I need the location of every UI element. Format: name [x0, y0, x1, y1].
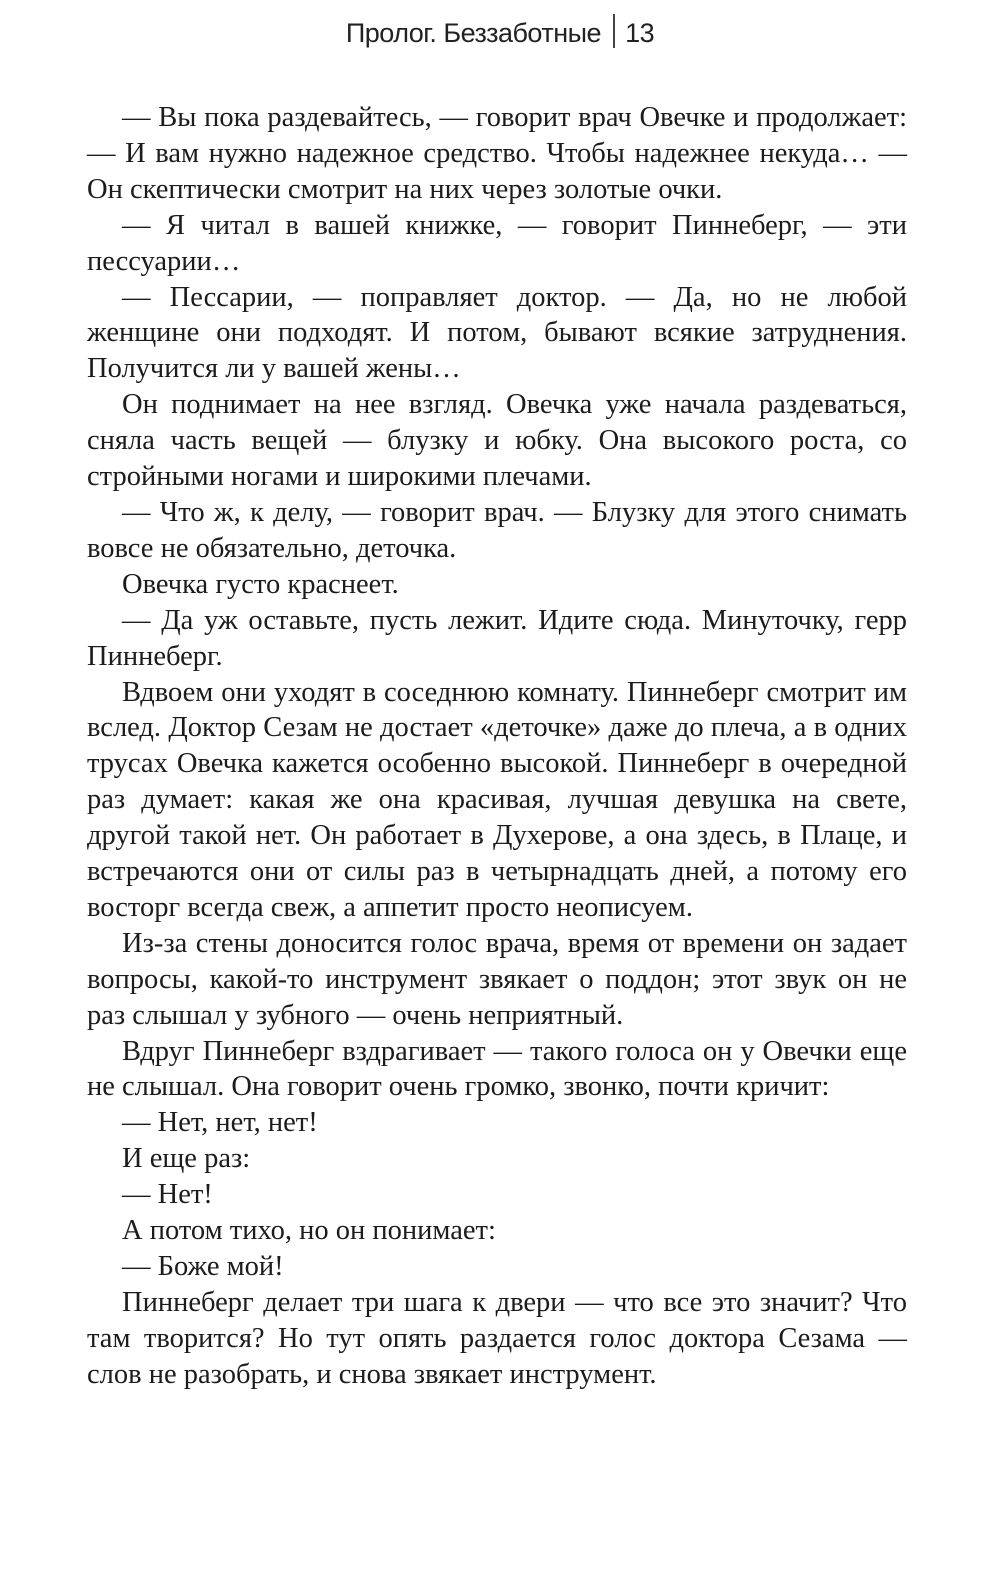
paragraph: Пиннеберг делает три шага к двери — что все это значит? Что там творится? Но тут опять раздается голос доктора Сезама — слов не разобрать, и снова звякает инструмент.: [87, 1286, 907, 1390]
chapter-title: Пролог. Беззаботные: [345, 18, 602, 48]
header-separator: [613, 14, 615, 48]
paragraph: Вдруг Пиннеберг вздрагивает — такого голоса он у Овечки еще не слышал. Она говорит очень громко, звонко, почти кричит:: [87, 1035, 907, 1103]
running-header: [0, 14, 1000, 49]
paragraph: Из-за стены доносится голос врача, время от времени он задает вопросы, какой-то инструмент звякает о поддон; этот звук он не раз слышал у зубного — очень неприятный.: [87, 927, 907, 1031]
paragraph: — Пессарии, — поправляет доктор. — Да, но не любой женщине они подходят. И потом, бывают всякие затруднения. Получится ли у вашей жены…: [87, 281, 907, 385]
page-number: 13: [625, 18, 655, 48]
paragraph: — Боже мой!: [122, 1251, 284, 1282]
paragraph: — Нет, нет, нет!: [122, 1107, 318, 1139]
paragraph: — Нет!: [122, 1179, 213, 1211]
paragraph: Вдвоем они уходят в соседнюю комнату. Пиннеберг смотрит им вслед. Доктор Сезам не достает «деточке» даже до плеча, а в одних трусах Овечка кажется особенно высокой. Пиннеберг в очередной раз думает: какая же она красивая, лучшая девушка на свете, другой такой нет. Он работает в Духерове, а она здесь, в Плаце, и встречаются они от силы раз в четырнадцать дней, а потому его восторг всегда свеж, а аппетит просто неописуем.: [87, 676, 907, 923]
paragraph: И еще раз:: [122, 1143, 251, 1175]
paragraph: — Да уж оставьте, пусть лежит. Идите сюда. Минуточку, герр Пиннеберг.: [87, 604, 907, 672]
paragraph: — Что ж, к делу, — говорит врач. — Блузку для этого снимать вовсе не обязательно, деточка.: [87, 496, 907, 564]
paragraph: А потом тихо, но он понимает:: [122, 1215, 496, 1247]
body-text: [87, 100, 907, 1393]
paragraph: Овечка густо краснеет.: [122, 568, 399, 600]
paragraph: — Вы пока раздевайтесь, — говорит врач Овечке и продолжает: — И вам нужно надежное средство. Чтобы надежнее некуда… — Он скептически смотрит на них через золотые очки.: [87, 102, 907, 205]
paragraph: — Я читал в вашей книжке, — говорит Пиннеберг, — эти пессуарии…: [87, 209, 907, 277]
paragraph: Он поднимает на нее взгляд. Овечка уже начала раздеваться, сняла часть вещей — блузку и юбку. Она высокого роста, со стройными ногами и широкими плечами.: [87, 389, 907, 493]
